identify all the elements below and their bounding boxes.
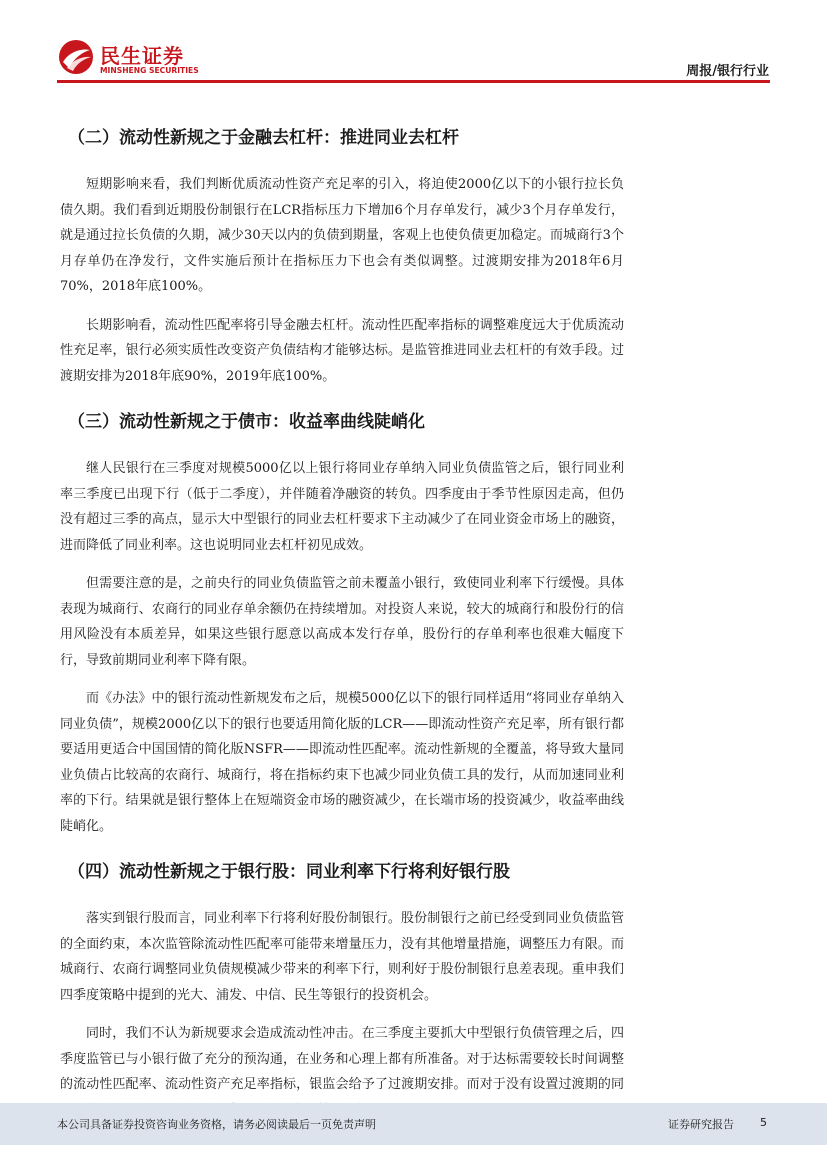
header-divider	[57, 80, 770, 83]
report-type: 周报/银行行业	[686, 64, 769, 79]
body-paragraph: 短期影响来看，我们判断优质流动性资产充足率的引入，将迫使2000亿以下的小银行拉长负债久期。我们看到近期股份制银行在LCR指标压力下增加6个月存单发行，减少3个月存单发行，就是通过拉长负债的久期，减少30天以内的负债到期量，客观上也使负债更加稳定。而城商行3个月存单仍在净发行，文件实施后预计在指标压力下也会有类似调整。过渡期安排为2018年6月70%，2018年底100%。	[60, 177, 624, 294]
page-header	[0, 0, 827, 82]
body-paragraph: 长期影响看，流动性匹配率将引导金融去杠杆。流动性匹配率指标的调整难度远大于优质流动性充足率，银行必须实质性改变资产负债结构才能够达标。是监管推进同业去杠杆的有效手段。过渡期安排为2018年底90%，2019年底100%。	[60, 317, 624, 384]
body-paragraph: 继人民银行在三季度对规模5000亿以上银行将同业存单纳入同业负债监管之后，银行同业利率三季度已出现下行（低于二季度），并伴随着净融资的转负。四季度由于季节性原因走高，但仍没有超过三季的高点，显示大中型银行的同业去杠杆要求下主动减少了在同业资金市场上的融资，进而降低了同业利率。这也说明同业去杠杆初见成效。	[60, 461, 624, 553]
section-heading: （四）流动性新规之于银行股：同业利率下行将利好银行股	[68, 862, 510, 882]
logo-chinese-name: 民生证券	[100, 44, 184, 68]
company-logo	[57, 38, 217, 78]
logo-english-name: MINSHENG SECURITIES	[100, 66, 199, 75]
section-heading: （三）流动性新规之于债市：收益率曲线陡峭化	[68, 412, 425, 432]
page-footer	[0, 1103, 827, 1145]
main-content	[60, 118, 624, 1136]
page-number: 5	[760, 1116, 767, 1129]
footer-report-label: 证券研究报告	[668, 1118, 734, 1131]
body-paragraph: 同时，我们不认为新规要求会造成流动性冲击。在三季度主要抓大中型银行负债管理之后，四季度监管已与小银行做了充分的预沟通，在业务和心理上都有所准备。对于达标需要较长时间调整的流动性匹配率、流动性资产充足率指标，银监会给予了过渡期安排。而对于没有设置过渡期的同	[60, 1026, 624, 1092]
body-paragraph: 但需要注意的是，之前央行的同业负债监管之前未覆盖小银行，致使同业利率下行缓慢。具体表现为城商行、农商行的同业存单余额仍在持续增加。对投资人来说，较大的城商行和股份行的信用风险没有本质差异，如果这些银行愿意以高成本发行存单，股份行的存单利率也很难大幅度下行，导致前期同业利率下降有限。	[60, 576, 624, 668]
footer-disclaimer: 本公司具备证券投资咨询业务资格，请务必阅读最后一页免责声明	[57, 1118, 376, 1131]
minsheng-logo-icon	[57, 38, 95, 76]
section-heading: （二）流动性新规之于金融去杠杆：推进同业去杠杆	[68, 128, 459, 148]
body-paragraph: 落实到银行股而言，同业利率下行将利好股份制银行。股份制银行之前已经受到同业负债监管的全面约束，本次监管除流动性匹配率可能带来增量压力，没有其他增量措施，调整压力有限。而城商行、农商行调整同业负债规模减少带来的利率下行，则利好于股份制银行息差表现。重申我们四季度策略中提到的光大、浦发、中信、民生等银行的投资机会。	[60, 911, 624, 1003]
body-paragraph: 而《办法》中的银行流动性新规发布之后，规模5000亿以下的银行同样适用“将同业存单纳入同业负债”，规模2000亿以下的银行也要适用简化版的LCR——即流动性资产充足率，所有银行都要适用更适合中国国情的简化版NSFR——即流动性匹配率。流动性新规的全覆盖，将导致大量同业负债占比较高的农商行、城商行，将在指标约束下也减少同业负债工具的发行，从而加速同业利率的下行。结果就是银行整体上在短端资金市场的融资减少，在长端市场的投资减少，收益率曲线陡峭化。	[60, 691, 624, 834]
